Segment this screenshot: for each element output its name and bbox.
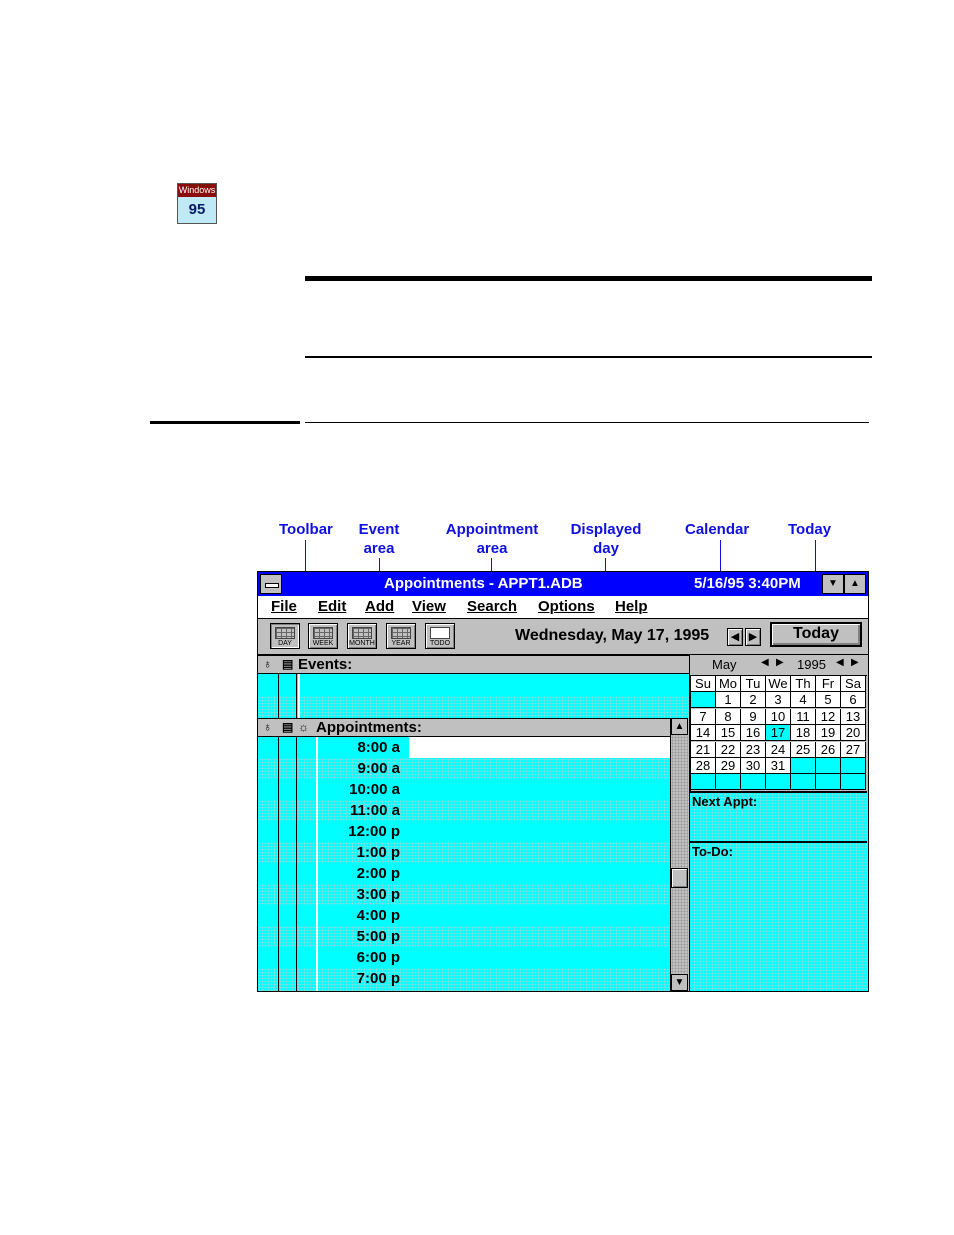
event-row-1[interactable] <box>258 674 690 696</box>
calendar-year: 1995 <box>797 657 826 672</box>
badge-top-text: Windows <box>178 185 216 195</box>
calendar-day[interactable]: 4 <box>791 692 816 708</box>
week-view-label: WEEK <box>312 640 334 647</box>
calendar-day[interactable]: 25 <box>791 742 816 758</box>
events-note-icon[interactable]: ▤ <box>282 657 294 671</box>
calendar-day <box>816 758 841 774</box>
calendar-day-header: Sa <box>841 676 866 692</box>
todo-panel[interactable] <box>690 841 867 991</box>
appointments-window <box>257 571 869 992</box>
calendar-day <box>716 774 741 790</box>
time-label: 10:00 a <box>349 781 400 798</box>
year-view-label: YEAR <box>391 640 411 647</box>
calendar-day-header: Mo <box>716 676 741 692</box>
callout-today: Today <box>788 521 832 538</box>
calendar-day[interactable]: 29 <box>716 758 741 774</box>
callout-displayed-day <box>566 520 646 558</box>
events-label: Events: <box>298 656 353 673</box>
todo-label: To-Do: <box>692 844 733 859</box>
calendar-day <box>691 692 716 708</box>
appointments-label: Appointments: <box>316 719 422 736</box>
calendar-day[interactable]: 2 <box>741 692 766 708</box>
calendar-day[interactable]: 7 <box>691 709 716 725</box>
calendar-day[interactable]: 5 <box>816 692 841 708</box>
next-appt-panel[interactable] <box>690 791 867 841</box>
prev-day-arrow-icon[interactable]: ◀ <box>727 628 743 646</box>
appts-alarm-icon[interactable]: ☼ <box>298 720 309 734</box>
badge-bottom-text: 95 <box>178 197 216 223</box>
next-day-arrow-icon[interactable]: ▶ <box>745 628 761 646</box>
calendar-day[interactable]: 18 <box>791 725 816 741</box>
menu-file[interactable]: File <box>271 598 297 615</box>
heading-rule-thin <box>305 356 872 358</box>
next-appt-label: Next Appt: <box>692 794 758 809</box>
event-row-2[interactable] <box>258 696 690 718</box>
callout-appointment-line2: area <box>476 540 508 557</box>
calendar-day[interactable]: 13 <box>841 709 866 725</box>
calendar-day[interactable]: 9 <box>741 709 766 725</box>
todo-view-button[interactable] <box>425 623 455 649</box>
time-label: 6:00 p <box>356 949 400 966</box>
calendar-day <box>816 774 841 790</box>
menu-add[interactable]: Add <box>365 598 395 615</box>
year-grid-icon <box>391 627 411 639</box>
event-divider-3 <box>298 674 300 718</box>
callout-calendar: Calendar <box>685 521 750 538</box>
time-label: 1:00 p <box>356 844 400 861</box>
calendar-day[interactable]: 14 <box>691 725 716 741</box>
week-view-button[interactable] <box>308 623 338 649</box>
calendar-day[interactable]: 26 <box>816 742 841 758</box>
calendar-day[interactable]: 21 <box>691 742 716 758</box>
calendar-day-header: Fr <box>816 676 841 692</box>
calendar-day[interactable]: 1 <box>716 692 741 708</box>
scroll-thumb[interactable] <box>671 868 688 888</box>
calendar-day[interactable]: 31 <box>766 758 791 774</box>
calendar-day <box>691 774 716 790</box>
calendar-day-header: Su <box>691 676 716 692</box>
time-label: 7:00 p <box>356 970 400 987</box>
next-year-arrow-icon[interactable]: ▶ <box>851 657 859 668</box>
calendar-day[interactable]: 30 <box>741 758 766 774</box>
year-view-button[interactable] <box>386 623 416 649</box>
time-label: 3:00 p <box>356 886 400 903</box>
calendar-day[interactable]: 23 <box>741 742 766 758</box>
heading-rule-thick <box>305 276 872 281</box>
week-grid-icon <box>313 627 333 639</box>
menu-search[interactable]: Search <box>467 598 518 615</box>
minimize-button[interactable]: ▼ <box>822 574 844 594</box>
calendar-day <box>741 774 766 790</box>
month-view-button[interactable] <box>347 623 377 649</box>
calendar-day[interactable]: 28 <box>691 758 716 774</box>
next-month-arrow-icon[interactable]: ▶ <box>776 657 784 668</box>
day-grid-icon <box>275 627 295 639</box>
calendar-day-selected[interactable]: 17 <box>766 725 791 741</box>
calendar-day[interactable]: 22 <box>716 742 741 758</box>
calendar-day[interactable]: 12 <box>816 709 841 725</box>
displayed-date: Wednesday, May 17, 1995 <box>515 627 710 644</box>
calendar-header <box>690 655 867 676</box>
todo-checklist-icon <box>430 627 450 639</box>
prev-year-arrow-icon[interactable]: ◀ <box>836 657 844 668</box>
day-view-label: DAY <box>278 640 292 647</box>
appointments-header <box>258 718 670 737</box>
calendar-day[interactable]: 6 <box>841 692 866 708</box>
menu-view[interactable]: View <box>412 598 446 615</box>
time-label: 9:00 a <box>357 760 400 777</box>
day-view-button[interactable] <box>270 623 300 649</box>
todo-view-label: TODO <box>429 640 451 647</box>
appointment-rows <box>258 737 670 991</box>
month-grid-icon <box>352 627 372 639</box>
calendar-day <box>791 758 816 774</box>
calendar-day[interactable]: 20 <box>841 725 866 741</box>
callout-toolbar: Toolbar <box>279 521 333 538</box>
calendar-day[interactable]: 8 <box>716 709 741 725</box>
calendar-day[interactable]: 3 <box>766 692 791 708</box>
today-button[interactable]: Today <box>770 622 862 647</box>
event-divider-1 <box>278 674 279 718</box>
events-sync-icon[interactable]: ♁ <box>263 657 272 671</box>
menu-bar <box>258 596 868 619</box>
appointment-edit-field[interactable] <box>409 737 670 758</box>
appt-divider-1 <box>278 737 279 991</box>
section-rule-right <box>305 422 869 423</box>
title-bar[interactable] <box>258 572 868 596</box>
toolbar <box>258 619 868 655</box>
system-menu-button[interactable] <box>260 574 282 594</box>
scroll-down-arrow-icon[interactable]: ▼ <box>671 974 688 991</box>
prev-month-arrow-icon[interactable]: ◀ <box>761 657 769 668</box>
appts-sync-icon[interactable]: ♁ <box>263 720 272 734</box>
calendar-day[interactable]: 16 <box>741 725 766 741</box>
appt-divider-2 <box>296 737 297 991</box>
appointments-scrollbar[interactable] <box>670 718 688 991</box>
time-label: 8:00 a <box>357 739 400 756</box>
calendar-day-header: Th <box>791 676 816 692</box>
month-view-label: MONTH <box>349 640 375 647</box>
calendar-day[interactable]: 27 <box>841 742 866 758</box>
window-title: Appointments - APPT1.ADB <box>384 575 583 592</box>
calendar-day-header: We <box>766 676 791 692</box>
time-label: 5:00 p <box>356 928 400 945</box>
maximize-button[interactable]: ▲ <box>844 574 866 594</box>
section-rule-left <box>150 421 300 424</box>
callout-event-line2: area <box>363 540 395 557</box>
calendar-day[interactable]: 24 <box>766 742 791 758</box>
calendar-day <box>841 774 866 790</box>
calendar-day <box>766 774 791 790</box>
time-label: 2:00 p <box>356 865 400 882</box>
menu-help[interactable]: Help <box>615 598 648 615</box>
callout-appointment-line1: Appointment <box>445 521 539 538</box>
calendar-day[interactable]: 11 <box>791 709 816 725</box>
event-divider-2 <box>296 674 297 718</box>
callout-event-area <box>353 520 405 558</box>
appts-note-icon[interactable]: ▤ <box>282 720 294 734</box>
calendar-day <box>791 774 816 790</box>
callout-appointment-area <box>442 520 542 558</box>
windows95-badge-icon <box>177 183 217 224</box>
callout-displayed-line2: day <box>593 540 619 557</box>
scroll-up-arrow-icon[interactable]: ▲ <box>671 718 688 735</box>
calendar-day[interactable]: 15 <box>716 725 741 741</box>
callout-event-line1: Event <box>358 521 400 538</box>
events-header <box>258 655 690 674</box>
time-label: 12:00 p <box>348 823 400 840</box>
time-label: 11:00 a <box>349 802 400 819</box>
time-label: 4:00 p <box>356 907 400 924</box>
callout-displayed-line1: Displayed <box>570 521 642 538</box>
calendar-day[interactable]: 10 <box>766 709 791 725</box>
calendar-day <box>841 758 866 774</box>
title-clock: 5/16/95 3:40PM <box>694 575 801 592</box>
menu-edit[interactable]: Edit <box>318 598 347 615</box>
calendar-day[interactable]: 19 <box>816 725 841 741</box>
menu-options[interactable]: Options <box>538 598 595 615</box>
calendar-day-header: Tu <box>741 676 766 692</box>
calendar-month: May <box>712 657 737 672</box>
